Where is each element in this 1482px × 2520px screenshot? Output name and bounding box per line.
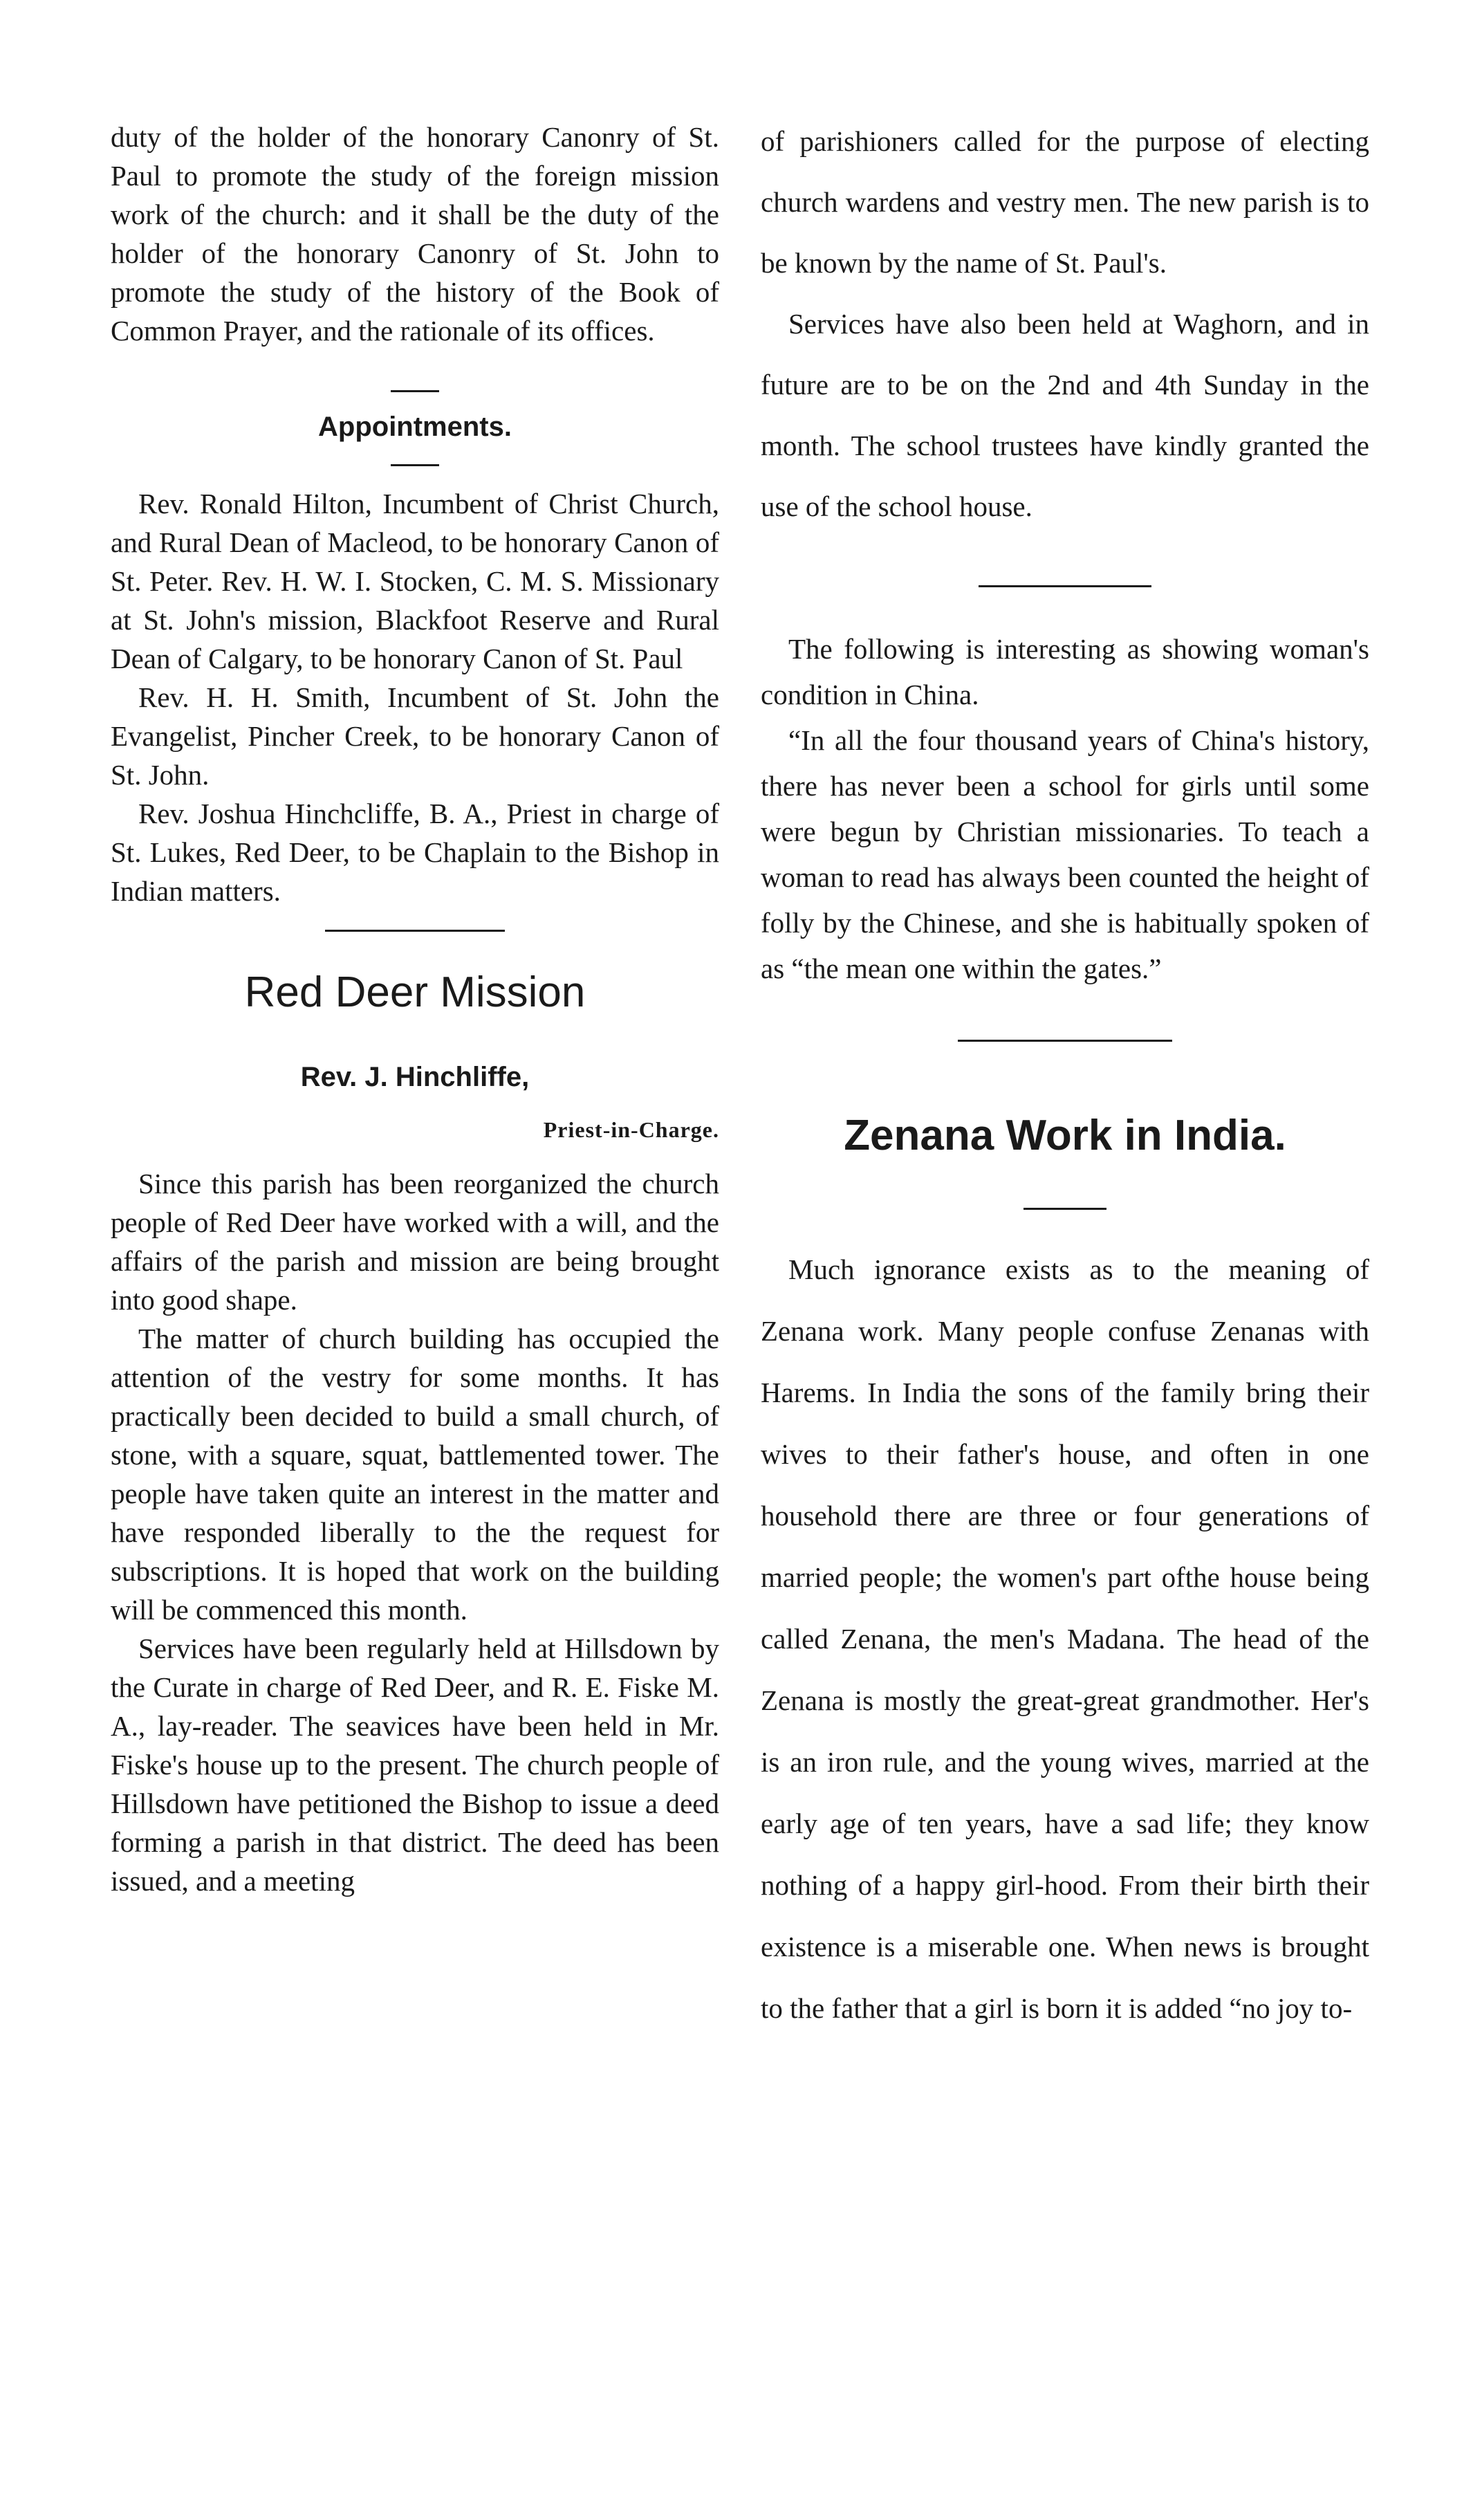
divider [325, 930, 505, 932]
appointment-item: Rev. Joshua Hinchcliffe, B. A., Priest in charge of St. Lukes, Red Deer, to be Chaplain to the Bishop in Indian matters. [111, 798, 719, 907]
mission-paragraph: The matter of church building has occupied the attention of the vestry for some months. It has practically been decided to build a small church, of stone, with a square, squat, battlemented tower. The people have taken quite an interest in the matter and have responded liberally to the the request for subscriptions. It is hoped that work on the building will be commenced this month. [111, 1323, 719, 1626]
right-column [761, 118, 1369, 2039]
divider [979, 585, 1151, 587]
appointment-item: Rev. H. H. Smith, Incumbent of St. John the Evangelist, Pincher Creek, to be honorary Canon of St. John. [111, 681, 719, 791]
zenana-heading: Zenana Work in India. [844, 1112, 1286, 1159]
china-intro: The following is interesting as showing woman's condition in China. [761, 633, 1369, 710]
appointment-item: Rev. Ronald Hilton, Incumbent of Christ Church, and Rural Dean of Macleod, to be honorary Canon of St. Peter. Rev. H. W. I. Stocken, C. M. S. Missionary at St. John's mission, Blackfoot Reserve and Rural Dean of Calgary, to be honorary Canon of St. Paul [111, 488, 719, 674]
divider [391, 464, 439, 466]
services-paragraph: Services have also been held at Waghorn, and in future are to be on the 2nd and 4th Sunday in the month. The school trustees have kindly granted the use of the school house. [761, 308, 1369, 522]
appointments-heading: Appointments. [318, 412, 512, 442]
mission-byline: Rev. J. Hinchliffe, [300, 1062, 530, 1092]
zenana-section [761, 1239, 1369, 2039]
continuation-paragraph: of parishioners called for the purpose of electing church wardens and vestry men. The new parish is to be known by the name of St. Paul's. [761, 125, 1369, 279]
china-section [761, 626, 1369, 991]
mission-heading: Red Deer Mission [244, 968, 586, 1016]
mission-paragraph: Since this parish has been reorganized the church people of Red Deer have worked with a will, and the affairs of the parish and mission are being brought into good shape. [111, 1168, 719, 1316]
intro-paragraph: duty of the holder of the honorary Canonry of St. Paul to promote the study of the foreign mission work of the church: and it shall be the duty of the holder of the honorary Canonry of St. John to promote the study of the history of the Book of Common Prayer, and the rationale of its offices. [111, 121, 719, 347]
left-column [111, 118, 719, 1900]
mission-paragraph: Services have been regularly held at Hillsdown by the Curate in charge of Red Deer, and R. E. Fiske M. A., lay-reader. The seavices have been held in Mr. Fiske's house up to the present. The church people of Hillsdown have petitioned the Bishop to issue a deed forming a parish in that district. The deed has been issued, and a meeting [111, 1633, 719, 1897]
divider [958, 1040, 1172, 1042]
zenana-paragraph: Much ignorance exists as to the meaning of Zenana work. Many people confuse Zenanas with Harems. In India the sons of the family bring their wives to their father's house, and often in one household there are three or four generations of married people; the women's part ofthe house being called Zenana, the men's Madana. The head of the Zenana is mostly the great-great grandmother. Her's is an iron rule, and the young wives, married at the early age of ten years, have a sad life; they know nothing of a happy girl-hood. From their birth their existence is a miserable one. When news is brought to the father that a girl is born it is added “no joy to- [761, 1253, 1369, 2024]
divider [1023, 1208, 1106, 1210]
mission-subbyline: Priest-in-Charge. [543, 1117, 719, 1142]
divider [391, 390, 439, 392]
china-quote: “In all the four thousand years of China's history, there has never been a school for girls until some were begun by Christian missionaries. To teach a woman to read has always been counted the height of folly by the Chinese, and she is habitually spoken of as “the mean one within the gates.” [761, 724, 1369, 984]
